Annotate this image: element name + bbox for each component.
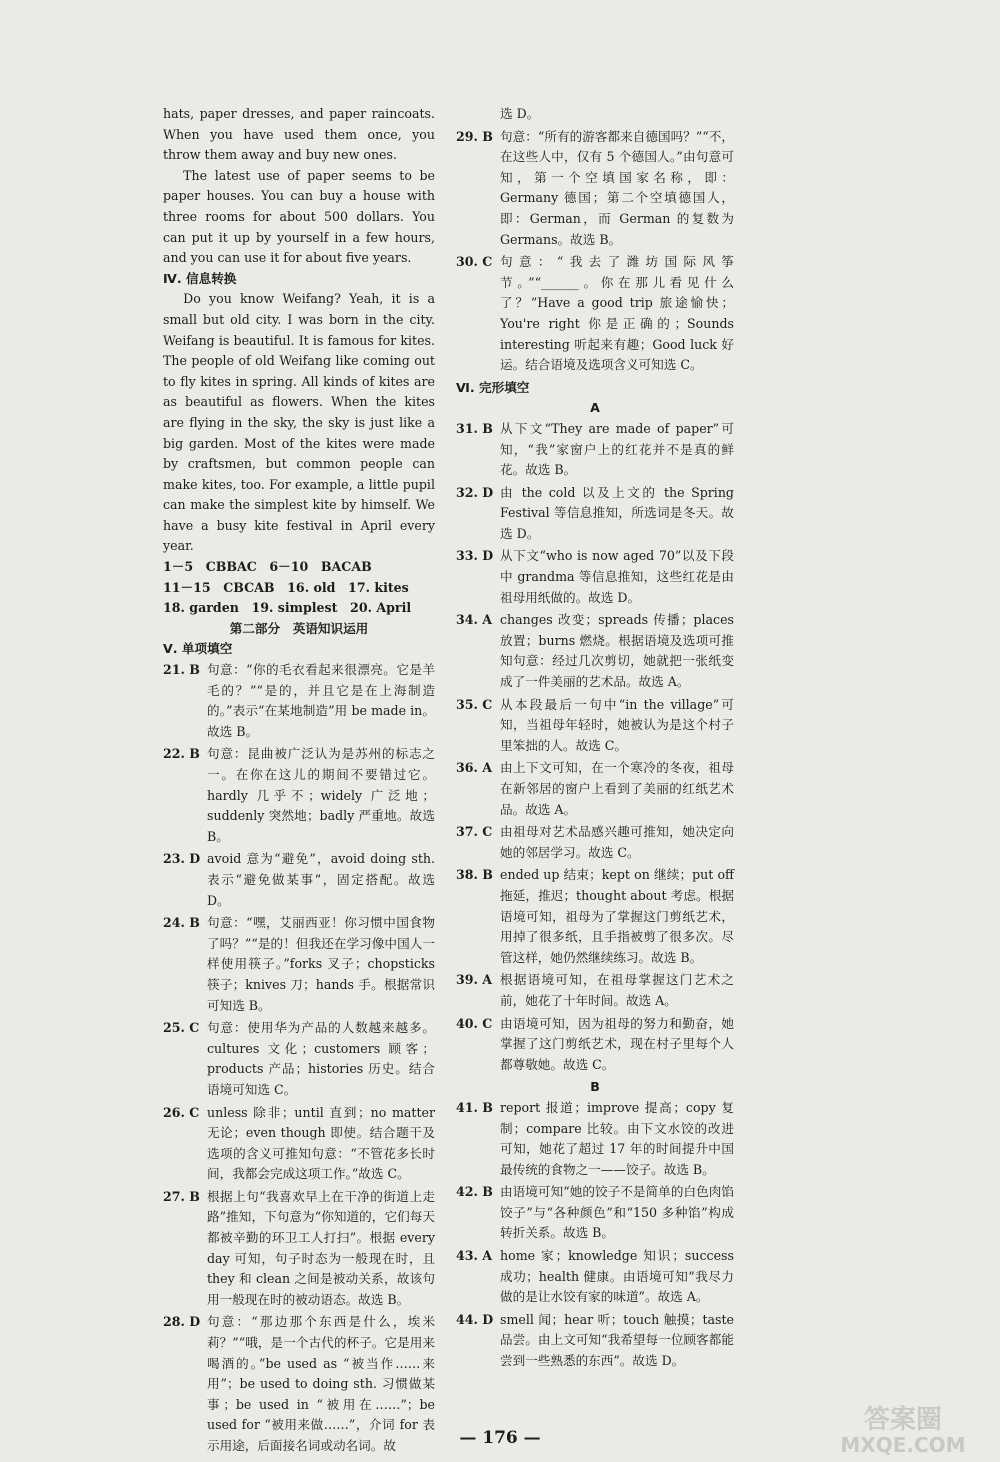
answer-entry (163, 1187, 435, 1311)
answer-explanation: 句意：“我去了潍坊国际风筝节。”“______。你在那儿看见什么了？”Have a good trip 旅途愉快；You're right 你是正确的；Sounds interesting 听起来有趣；Good luck 好运。结合语境及选项含义可知选 C。 (500, 254, 734, 373)
page-number: — 176 — (459, 1428, 541, 1448)
answer-number: 44. D (456, 1311, 494, 1327)
answer-explanation: 句意：“嘿，艾丽西亚！你习惯中国食物了吗？”“是的！但我还在学习像中国人一样使用筷子。”forks 叉子；chopsticks 筷子；knives 刀；hands 手。根据常识可知选 B。 (207, 915, 435, 1013)
answer-explanation: 由语境可知，因为祖母的努力和勤奋，她掌握了这门剪纸艺术，现在村子里每个人都尊敬她。故选 C。 (500, 1015, 734, 1072)
answer-line: 18. garden 19. simplest 20. April (163, 600, 412, 616)
answer-entry (456, 1182, 734, 1244)
section-heading: Ⅴ. 单项填空 (163, 641, 233, 657)
answer-explanation: 句意：“你的毛衣看起来很漂亮。它是羊毛的？”“是的，并且它是在上海制造的。”表示“在某地制造”用 be made in。故选 B。 (207, 662, 435, 739)
subsection-label: B (590, 1079, 600, 1095)
answer-explanation: 从下文“They are made of paper”可知，“我”家窗户上的红花并不是真的鲜花。故选 B。 (500, 420, 734, 478)
answer-explanation: 根据上句“我喜欢早上在干净的街道上走路”推知，下句意为“你知道的，它们每天都被辛勤的环卫工人打扫”。根据 every day 可知，句子时态为一般现在时，且 they 和 clean 之间是被动关系，故该句用一般现在时的被动语态。故选 B。 (207, 1188, 435, 1307)
answer-explanation: 由 the cold 以及上文的 the Spring Festival 等信息推知，所选词是冬天。故选 D。 (500, 484, 734, 541)
answer-number: 28. D (163, 1314, 201, 1330)
part-title: 第二部分 英语知识运用 (229, 620, 369, 636)
answer-explanation: 句意：“所有的游客都来自德国吗？”“不，在这些人中，仅有 5 个德国人。”由句意可知，第一个空填国家名称，即：Germany 德国；第二个空填德国人，即：German，而 German 的复数为 Germans。故选 B。 (500, 128, 734, 247)
answer-entry (456, 1246, 734, 1308)
answer-number: 32. D (456, 484, 494, 500)
answer-explanation: home 家；knowledge 知识；success 成功；health 健康。由语境可知“我尽力做的是让水饺有家的味道”。故选 A。 (500, 1248, 734, 1305)
answer-entry (163, 849, 435, 911)
answer-number: 36. A (456, 760, 493, 776)
answer-explanation: avoid 意为“避免”，avoid doing sth. 表示“避免做某事”，固定搭配。故选 D。 (207, 851, 435, 908)
continued-text: 选 D。 (500, 106, 540, 121)
answer-explanation: 由祖母对艺术品感兴趣可推知，她决定向她的邻居学习。故选 C。 (500, 824, 734, 860)
reading-paragraph: Do you know Weifang? Yeah, it is a small but old city. I was born in the city. Weifang is beautiful. It is famous for kites. The people of old Weifang like coming out to fly kites in spring. All kinds of kites are as beautiful as flowers. When the kites are flying in the sky, the sky is just like a big garden. Most of the kites were made by craftsmen, but common people can make kites, too. For example, a little pupil can make the simplest kite by himself. We have a busy kite festival in April every year. (163, 291, 435, 554)
answer-number: 25. C (163, 1020, 200, 1036)
left-column (163, 104, 435, 1459)
answer-entry (163, 1018, 435, 1100)
answer-number: 41. B (456, 1099, 493, 1115)
answer-entry (456, 127, 734, 251)
answer-explanation: report 报道；improve 提高；copy 复制；compare 比较。由下文水饺的改进可知，她花了超过 17 年的时间提升中国最传统的食物之一——饺子。故选 B。 (500, 1099, 734, 1177)
answer-entry (456, 252, 734, 376)
answer-entry (456, 695, 734, 757)
answer-explanation: 句意：“那边那个东西是什么，埃米莉？”“哦，是一个古代的杯子。它是用来喝酒的。”be used as “被当作……来用”；be used to doing sth. 习惯做某事；be used in “被用在……”；be used for “被用来做……”，介词 for 表示用途，后面接名词或动名词。故 (207, 1314, 435, 1453)
answer-number: 22. B (163, 746, 200, 762)
answer-number: 39. A (456, 972, 493, 988)
answer-number: 33. D (456, 548, 494, 564)
answer-line: 11－15 CBCAB 16. old 17. kites (163, 579, 409, 595)
answer-explanation: unless 除非；until 直到；no matter 无论；even though 即使。结合题干及选项的含义可推知句意：“不管花多长时间，我都会完成这项工作。”故选 C。 (207, 1104, 435, 1182)
answer-list (456, 1098, 734, 1372)
answer-number: 23. D (163, 851, 201, 867)
watermark-top: 答案圈 (863, 1405, 943, 1435)
answer-number: 24. B (163, 915, 200, 931)
answer-number: 35. C (456, 696, 493, 712)
answer-entry (456, 419, 734, 481)
answer-number: 29. B (456, 128, 493, 144)
watermark-logo (818, 1400, 988, 1458)
answer-entry (456, 822, 734, 863)
answer-number: 42. B (456, 1184, 493, 1200)
answer-number: 21. B (163, 662, 200, 678)
answer-explanation: ended up 结束；kept on 继续；put off 拖延，推迟；thought about 考虑。根据语境可知，祖母为了掌握这门剪纸艺术，用掉了很多纸，且手指被剪了很多次。尽管这样，她仍然继续练习。故选 B。 (500, 867, 734, 965)
answer-list (163, 660, 435, 1457)
answer-entry (456, 970, 734, 1011)
answer-explanation: 从下文“who is now aged 70”以及下段中 grandma 等信息推知，这些红花是由祖母用纸做的。故选 D。 (500, 548, 734, 605)
answer-entry (456, 1310, 734, 1372)
reading-paragraph: The latest use of paper seems to be paper houses. You can buy a house with three rooms for about 500 dollars. You can put it up by yourself in a few hours, and you can use it for about five years. (163, 167, 435, 266)
answer-entry (456, 865, 734, 968)
answer-entry (163, 1103, 435, 1185)
answer-number: 40. C (456, 1015, 493, 1031)
answer-explanation: smell 闻；hear 听；touch 触摸；taste 品尝。由上文可知“我希望每一位顾客都能尝到一些熟悉的东西”。故选 D。 (500, 1311, 734, 1369)
answer-number: 31. B (456, 420, 493, 436)
answer-entry (456, 1014, 734, 1076)
answer-entry (456, 758, 734, 820)
answer-number: 34. A (456, 612, 493, 628)
subsection-label: A (590, 400, 600, 416)
answer-explanation: 从本段最后一句中“in the village”可知，当祖母年轻时，她被认为是这个村子里笨拙的人。故选 C。 (500, 696, 734, 753)
answer-explanation: 句意：使用华为产品的人数越来越多。cultures 文化；customers 顾客；products 产品；histories 历史。结合语境可知选 C。 (207, 1020, 435, 1097)
answer-number: 26. C (163, 1104, 200, 1120)
answer-entry (456, 483, 734, 545)
reading-paragraph: hats, paper dresses, and paper raincoats. When you have used them once, you throw them away and buy new ones. (163, 106, 435, 163)
answer-explanation: 由语境可知“她的饺子不是简单的白色肉馅饺子”与“各种颜色”和“150 多种馅”构成转折关系。故选 B。 (500, 1184, 734, 1241)
section-heading: Ⅵ. 完形填空 (456, 379, 530, 395)
answer-explanation: 由上下文可知，在一个寒冷的冬夜，祖母在新邻居的窗户上看到了美丽的红纸艺术品。故选 A。 (500, 760, 734, 817)
answer-number: 38. B (456, 867, 493, 883)
answer-entry (163, 744, 435, 847)
answer-list (456, 127, 734, 376)
answer-list (456, 419, 734, 1075)
answer-explanation: changes 改变；spreads 传播；places 放置；burns 燃烧。根据语境及选项可推知句意：经过几次剪切，她就把一张纸变成了一件美丽的艺术品。故选 A。 (500, 612, 734, 690)
answer-entry (163, 660, 435, 742)
answer-number: 37. C (456, 824, 493, 840)
answer-explanation: 根据语境可知，在祖母掌握这门艺术之前，她花了十年时间。故选 A。 (500, 972, 734, 1008)
watermark-bottom: MXQE.COM (840, 1433, 966, 1457)
answer-entry (456, 546, 734, 608)
answer-line: 1－5 CBBAC 6－10 BACAB (163, 559, 372, 575)
answer-number: 27. B (163, 1188, 200, 1204)
answer-number: 43. A (456, 1248, 493, 1264)
answer-number: 30. C (456, 254, 493, 270)
answer-explanation: 句意：昆曲被广泛认为是苏州的标志之一。在你在这儿的期间不要错过它。hardly 几乎不；widely 广泛地；suddenly 突然地；badly 严重地。故选 B。 (207, 746, 435, 844)
right-column (456, 104, 734, 1374)
answer-entry (163, 913, 435, 1016)
answer-entry (456, 1098, 734, 1180)
answer-entry (456, 610, 734, 692)
section-heading: Ⅳ. 信息转换 (163, 270, 237, 286)
